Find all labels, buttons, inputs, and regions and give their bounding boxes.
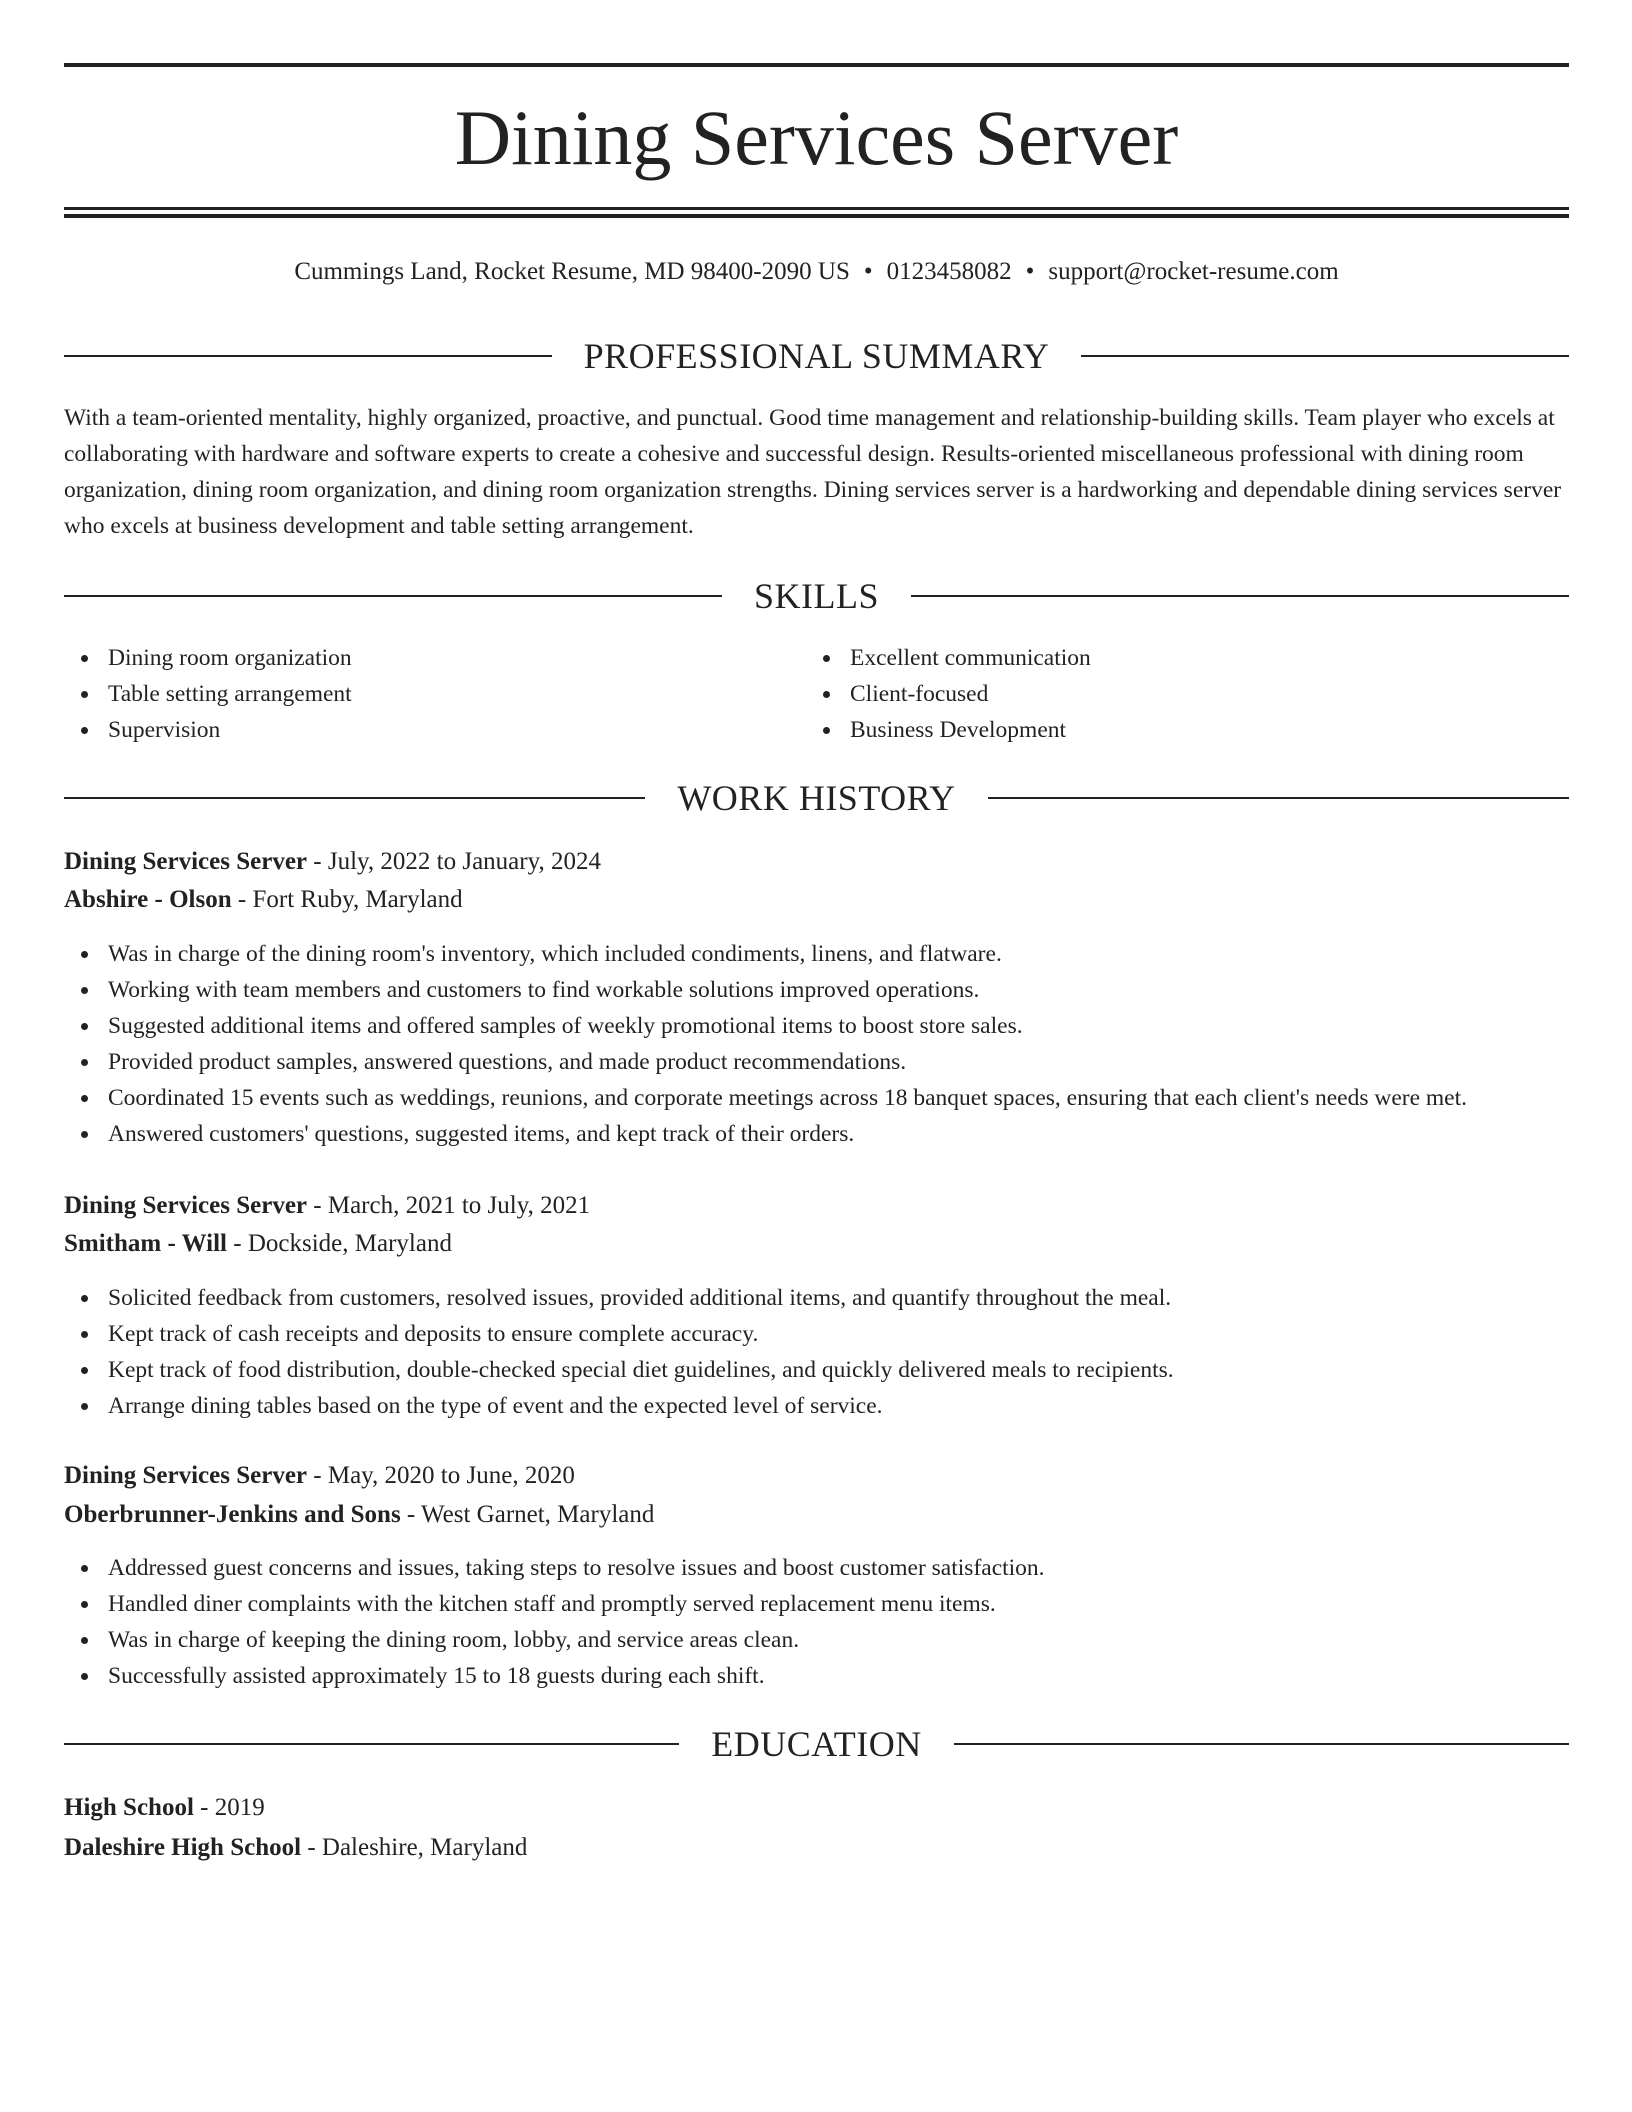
job-title-line: [64, 1458, 575, 1494]
dash: -: [307, 848, 328, 875]
job-title: Dining Services Server: [64, 1192, 308, 1219]
contact-line: [64, 255, 1569, 289]
job-location: Fort Ruby, Maryland: [252, 886, 463, 913]
top-divider: [64, 63, 1569, 67]
education-degree: High School: [64, 1794, 194, 1821]
section-title: EDUCATION: [711, 1724, 922, 1764]
job-company-line: [64, 1226, 452, 1262]
skill-item: Client-focused: [806, 676, 1091, 712]
section-heading-work: [64, 778, 1569, 818]
job-company: Abshire - Olson: [64, 886, 232, 913]
heading-rule: [988, 797, 1569, 799]
resume-name: Dining Services Server: [454, 94, 1179, 181]
dash: -: [231, 886, 253, 913]
section-heading-skills: [64, 576, 1569, 616]
education-school: Daleshire High School: [64, 1834, 302, 1861]
job-bullet: Kept track of food distribution, double-checked special diet guidelines, and quickly delivered meals to recipients.: [64, 1352, 1174, 1388]
job-bullet: Successfully assisted approximately 15 to 18 guests during each shift.: [64, 1658, 1045, 1694]
section-title: WORK HISTORY: [677, 778, 956, 818]
double-divider: [64, 207, 1569, 218]
job-bullet: Answered customers' questions, suggested items, and kept track of their orders.: [64, 1116, 1467, 1152]
heading-rule: [954, 1743, 1569, 1745]
job-dates: July, 2022 to January, 2024: [327, 848, 601, 875]
education-degree-line: [64, 1790, 265, 1826]
job-bullet: Was in charge of keeping the dining room, lobby, and service areas clean.: [64, 1622, 1045, 1658]
dash: -: [307, 1192, 328, 1219]
job-company-line: [64, 882, 463, 918]
section-heading-education: [64, 1724, 1569, 1764]
job-location: Dockside, Maryland: [247, 1230, 452, 1257]
skills-list-right: [806, 640, 1091, 748]
job-bullets: [64, 1550, 1045, 1694]
heading-rule: [64, 355, 552, 357]
contact-phone: 0123458082: [886, 258, 1012, 285]
job-title-line: [64, 844, 601, 880]
section-title: PROFESSIONAL SUMMARY: [583, 336, 1050, 376]
job-company: Oberbrunner-Jenkins and Sons: [64, 1501, 401, 1528]
job-bullet: Addressed guest concerns and issues, taking steps to resolve issues and boost customer satisfaction.: [64, 1550, 1045, 1586]
contact-separator: •: [863, 258, 873, 285]
job-company-line: [64, 1497, 654, 1533]
job-bullet: Provided product samples, answered questions, and made product recommendations.: [64, 1044, 1467, 1080]
job-bullet: Suggested additional items and offered samples of weekly promotional items to boost store sales.: [64, 1008, 1467, 1044]
heading-rule: [64, 595, 722, 597]
job-location: West Garnet, Maryland: [421, 1501, 655, 1528]
job-dates: March, 2021 to July, 2021: [327, 1192, 591, 1219]
job-bullet: Kept track of cash receipts and deposits to ensure complete accuracy.: [64, 1316, 1174, 1352]
summary-text: With a team-oriented mentality, highly organized, proactive, and punctual. Good time management and relationship-building skills. Team player who excels at collaborating with hardware and software experts to create a cohesive and successful design. Results-oriented miscellaneous professional with dining room organization, dining room organization, and dining room organization strengths. Dining services server is a hardworking and dependable dining services server who excels at business development and table setting arrangement.: [64, 405, 1562, 539]
job-bullet: Handled diner complaints with the kitchen staff and promptly served replacement menu items.: [64, 1586, 1045, 1622]
dash: -: [193, 1794, 215, 1821]
contact-address: Cummings Land, Rocket Resume, MD 98400-2090 US: [294, 258, 850, 285]
education-location: Daleshire, Maryland: [321, 1834, 528, 1861]
job-company: Smitham - Will: [64, 1230, 227, 1257]
dash: -: [400, 1501, 422, 1528]
contact-separator: •: [1025, 258, 1035, 285]
dash: -: [301, 1834, 322, 1861]
skills-list-left: [64, 640, 352, 748]
skill-item: Dining room organization: [64, 640, 352, 676]
skill-item: Supervision: [64, 712, 352, 748]
section-heading-summary: [64, 336, 1569, 376]
job-bullet: Solicited feedback from customers, resolved issues, provided additional items, and quantify throughout the meal.: [64, 1280, 1174, 1316]
job-bullet: Arrange dining tables based on the type of event and the expected level of service.: [64, 1388, 1174, 1424]
dash: -: [307, 1462, 328, 1489]
skill-item: Excellent communication: [806, 640, 1091, 676]
section-title: SKILLS: [754, 576, 880, 616]
skill-item: Business Development: [806, 712, 1091, 748]
job-title: Dining Services Server: [64, 848, 308, 875]
job-bullet: Was in charge of the dining room's inventory, which included condiments, linens, and flatware.: [64, 936, 1467, 972]
heading-rule: [911, 595, 1569, 597]
heading-rule: [64, 1743, 679, 1745]
education-school-line: [64, 1830, 527, 1866]
job-title: Dining Services Server: [64, 1462, 308, 1489]
job-bullets: [64, 1280, 1174, 1424]
contact-email: support@rocket-resume.com: [1048, 258, 1339, 285]
dash: -: [227, 1230, 248, 1257]
job-dates: May, 2020 to June, 2020: [327, 1462, 575, 1489]
job-title-line: [64, 1188, 590, 1224]
heading-rule: [1081, 355, 1569, 357]
job-bullet: Coordinated 15 events such as weddings, reunions, and corporate meetings across 18 banquet spaces, ensuring that each client's needs were met.: [64, 1080, 1467, 1116]
education-year: 2019: [214, 1794, 265, 1821]
skill-item: Table setting arrangement: [64, 676, 352, 712]
job-bullet: Working with team members and customers to find workable solutions improved operations.: [64, 972, 1467, 1008]
heading-rule: [64, 797, 645, 799]
job-bullets: [64, 936, 1467, 1152]
